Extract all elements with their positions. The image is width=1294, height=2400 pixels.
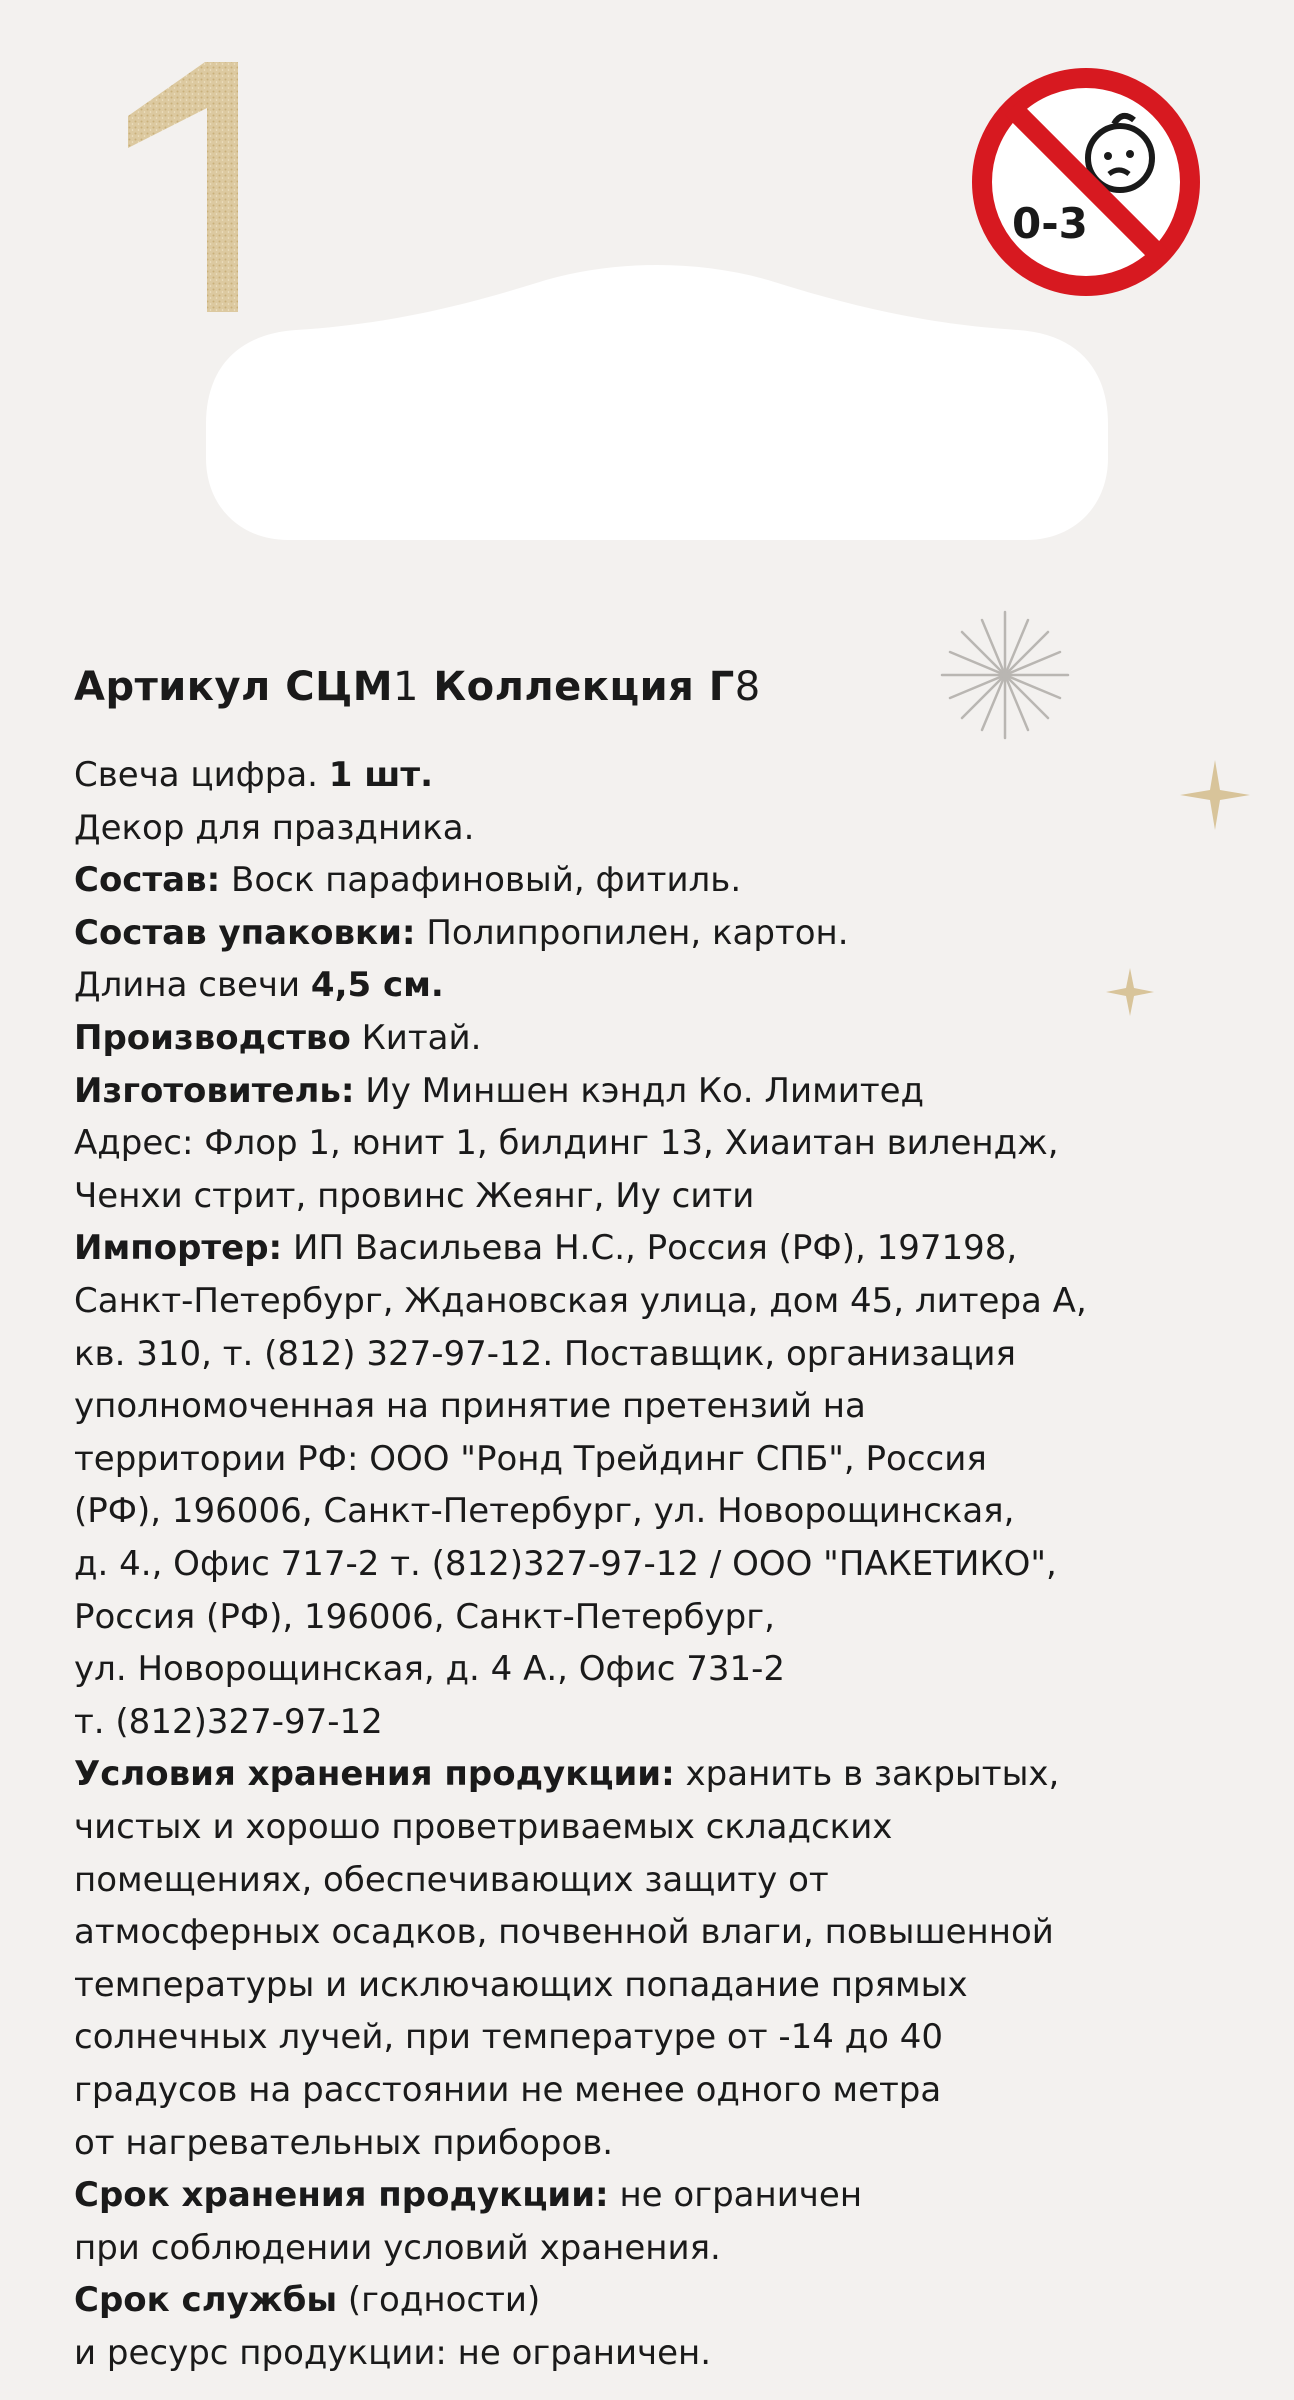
text-line bbox=[74, 1274, 1087, 1328]
text-line bbox=[74, 1642, 785, 1696]
label-value: (РФ), 196006, Санкт-Петербург, ул. Новорощинская, bbox=[74, 1491, 1015, 1532]
label-term: 4,5 см. bbox=[310, 965, 444, 1006]
heading-collection-label: Коллекция Г bbox=[418, 664, 735, 710]
age-label: 0-3 bbox=[1012, 199, 1088, 248]
label-value: Полипропилен, картон. bbox=[415, 912, 849, 953]
text-line bbox=[74, 1800, 892, 1854]
label-value: хранить в закрытых, bbox=[674, 1754, 1060, 1795]
label-term: 1 шт. bbox=[328, 755, 434, 795]
label-value: Декор для праздника. bbox=[74, 807, 475, 848]
text-line bbox=[74, 1221, 1017, 1275]
text-line bbox=[74, 1011, 481, 1065]
label-term: Изготовитель: bbox=[74, 1070, 355, 1111]
label-value: Адрес: Флор 1, юнит 1, билдинг 13, Хиаитан вилендж, bbox=[74, 1123, 1059, 1164]
text-line bbox=[74, 2221, 721, 2275]
label-term: Состав упаковки: bbox=[74, 912, 416, 953]
text-line bbox=[74, 1905, 1054, 1959]
text-line bbox=[74, 853, 741, 907]
label-term: Условия хранения продукции: bbox=[74, 1754, 675, 1795]
label-value: Свеча цифра. bbox=[74, 755, 329, 795]
text-line bbox=[74, 801, 474, 855]
text-line bbox=[74, 1958, 968, 2012]
text-line bbox=[74, 1327, 1016, 1381]
label-value: при соблюдении условий хранения. bbox=[74, 2227, 721, 2268]
label-term: Производство bbox=[74, 1018, 351, 1058]
label-value: т. (812)327-97-12 bbox=[74, 1701, 383, 1742]
label-term: Срок службы bbox=[74, 2280, 338, 2321]
heading-article-number: 1 bbox=[393, 664, 419, 710]
heading-article-label: Артикул СЦМ bbox=[74, 664, 394, 710]
label-value: солнечных лучей, при температуре от -14 до 40 bbox=[74, 2017, 944, 2058]
label-term: Срок хранения продукции: bbox=[74, 2175, 609, 2216]
text-line bbox=[74, 1064, 924, 1118]
text-line bbox=[74, 2273, 540, 2327]
text-line bbox=[74, 906, 849, 960]
label-term: Состав: bbox=[74, 860, 221, 901]
article-heading bbox=[74, 664, 761, 710]
label-value: уполномоченная на принятие претензий на bbox=[74, 1386, 866, 1427]
label-value: д. 4., Офис 717-2 т. (812)327-97-12 / ООО "ПАКЕТИКО", bbox=[74, 1544, 1057, 1584]
label-value: Длина свечи bbox=[74, 965, 311, 1006]
label-value: Россия (РФ), 196006, Санкт-Петербург, bbox=[74, 1596, 775, 1637]
text-line bbox=[74, 1379, 866, 1433]
label-value: Санкт-Петербург, Ждановская улица, дом 45, литера А, bbox=[74, 1281, 1087, 1321]
label-value: Китай. bbox=[350, 1018, 482, 1058]
label-value: Воск парафиновый, фитиль. bbox=[220, 860, 742, 901]
text-line bbox=[74, 2168, 862, 2222]
label-value: атмосферных осадков, почвенной влаги, повышенной bbox=[74, 1912, 1054, 1953]
label-value: чистых и хорошо проветриваемых складских bbox=[74, 1807, 893, 1847]
text-line bbox=[74, 1484, 1014, 1538]
label-value: ИП Васильева Н.С., Россия (РФ), 197198, bbox=[282, 1228, 1018, 1269]
text-line bbox=[74, 1695, 383, 1749]
label-value: Иу Миншен кэндл Ко. Лимитед bbox=[354, 1070, 925, 1111]
text-line bbox=[74, 1590, 775, 1644]
text-line bbox=[74, 1853, 829, 1907]
text-line bbox=[74, 2063, 941, 2117]
text-line bbox=[74, 748, 433, 802]
text-line bbox=[74, 958, 444, 1012]
sparkle-star-icon bbox=[940, 610, 1070, 740]
text-line bbox=[74, 2326, 711, 2380]
label-value: от нагревательных приборов. bbox=[74, 2122, 614, 2163]
text-line bbox=[74, 2010, 943, 2064]
label-value: и ресурс продукции: не ограничен. bbox=[74, 2333, 712, 2373]
text-line bbox=[74, 1169, 754, 1223]
label-value: градусов на расстоянии не менее одного метра bbox=[74, 2070, 942, 2110]
sparkle-star-icon bbox=[1106, 968, 1154, 1016]
label-value: не ограничен bbox=[608, 2175, 863, 2216]
sparkle-star-icon bbox=[1180, 760, 1250, 830]
label-value: кв. 310, т. (812) 327-97-12. Поставщик, организация bbox=[74, 1333, 1016, 1374]
label-value: помещениях, обеспечивающих защиту от bbox=[74, 1859, 829, 1900]
text-line bbox=[74, 1116, 1059, 1170]
label-value: (годности) bbox=[337, 2280, 541, 2321]
label-value: температуры и исключающих попадание прямых bbox=[74, 1964, 968, 2005]
label-value: территории РФ: ООО "Ронд Трейдинг СПБ", Россия bbox=[74, 1438, 987, 1479]
text-line bbox=[74, 1537, 1057, 1591]
hang-hole-cutout bbox=[206, 258, 1108, 540]
label-term: Импортер: bbox=[74, 1228, 283, 1269]
label-value: ул. Новорощинская, д. 4 А., Офис 731-2 bbox=[74, 1649, 786, 1690]
text-line bbox=[74, 2116, 613, 2170]
text-line bbox=[74, 1747, 1059, 1801]
text-line bbox=[74, 1432, 987, 1486]
label-value: Ченхи стрит, провинс Жеянг, Иу сити bbox=[74, 1175, 755, 1216]
heading-collection-number: 8 bbox=[734, 664, 761, 710]
